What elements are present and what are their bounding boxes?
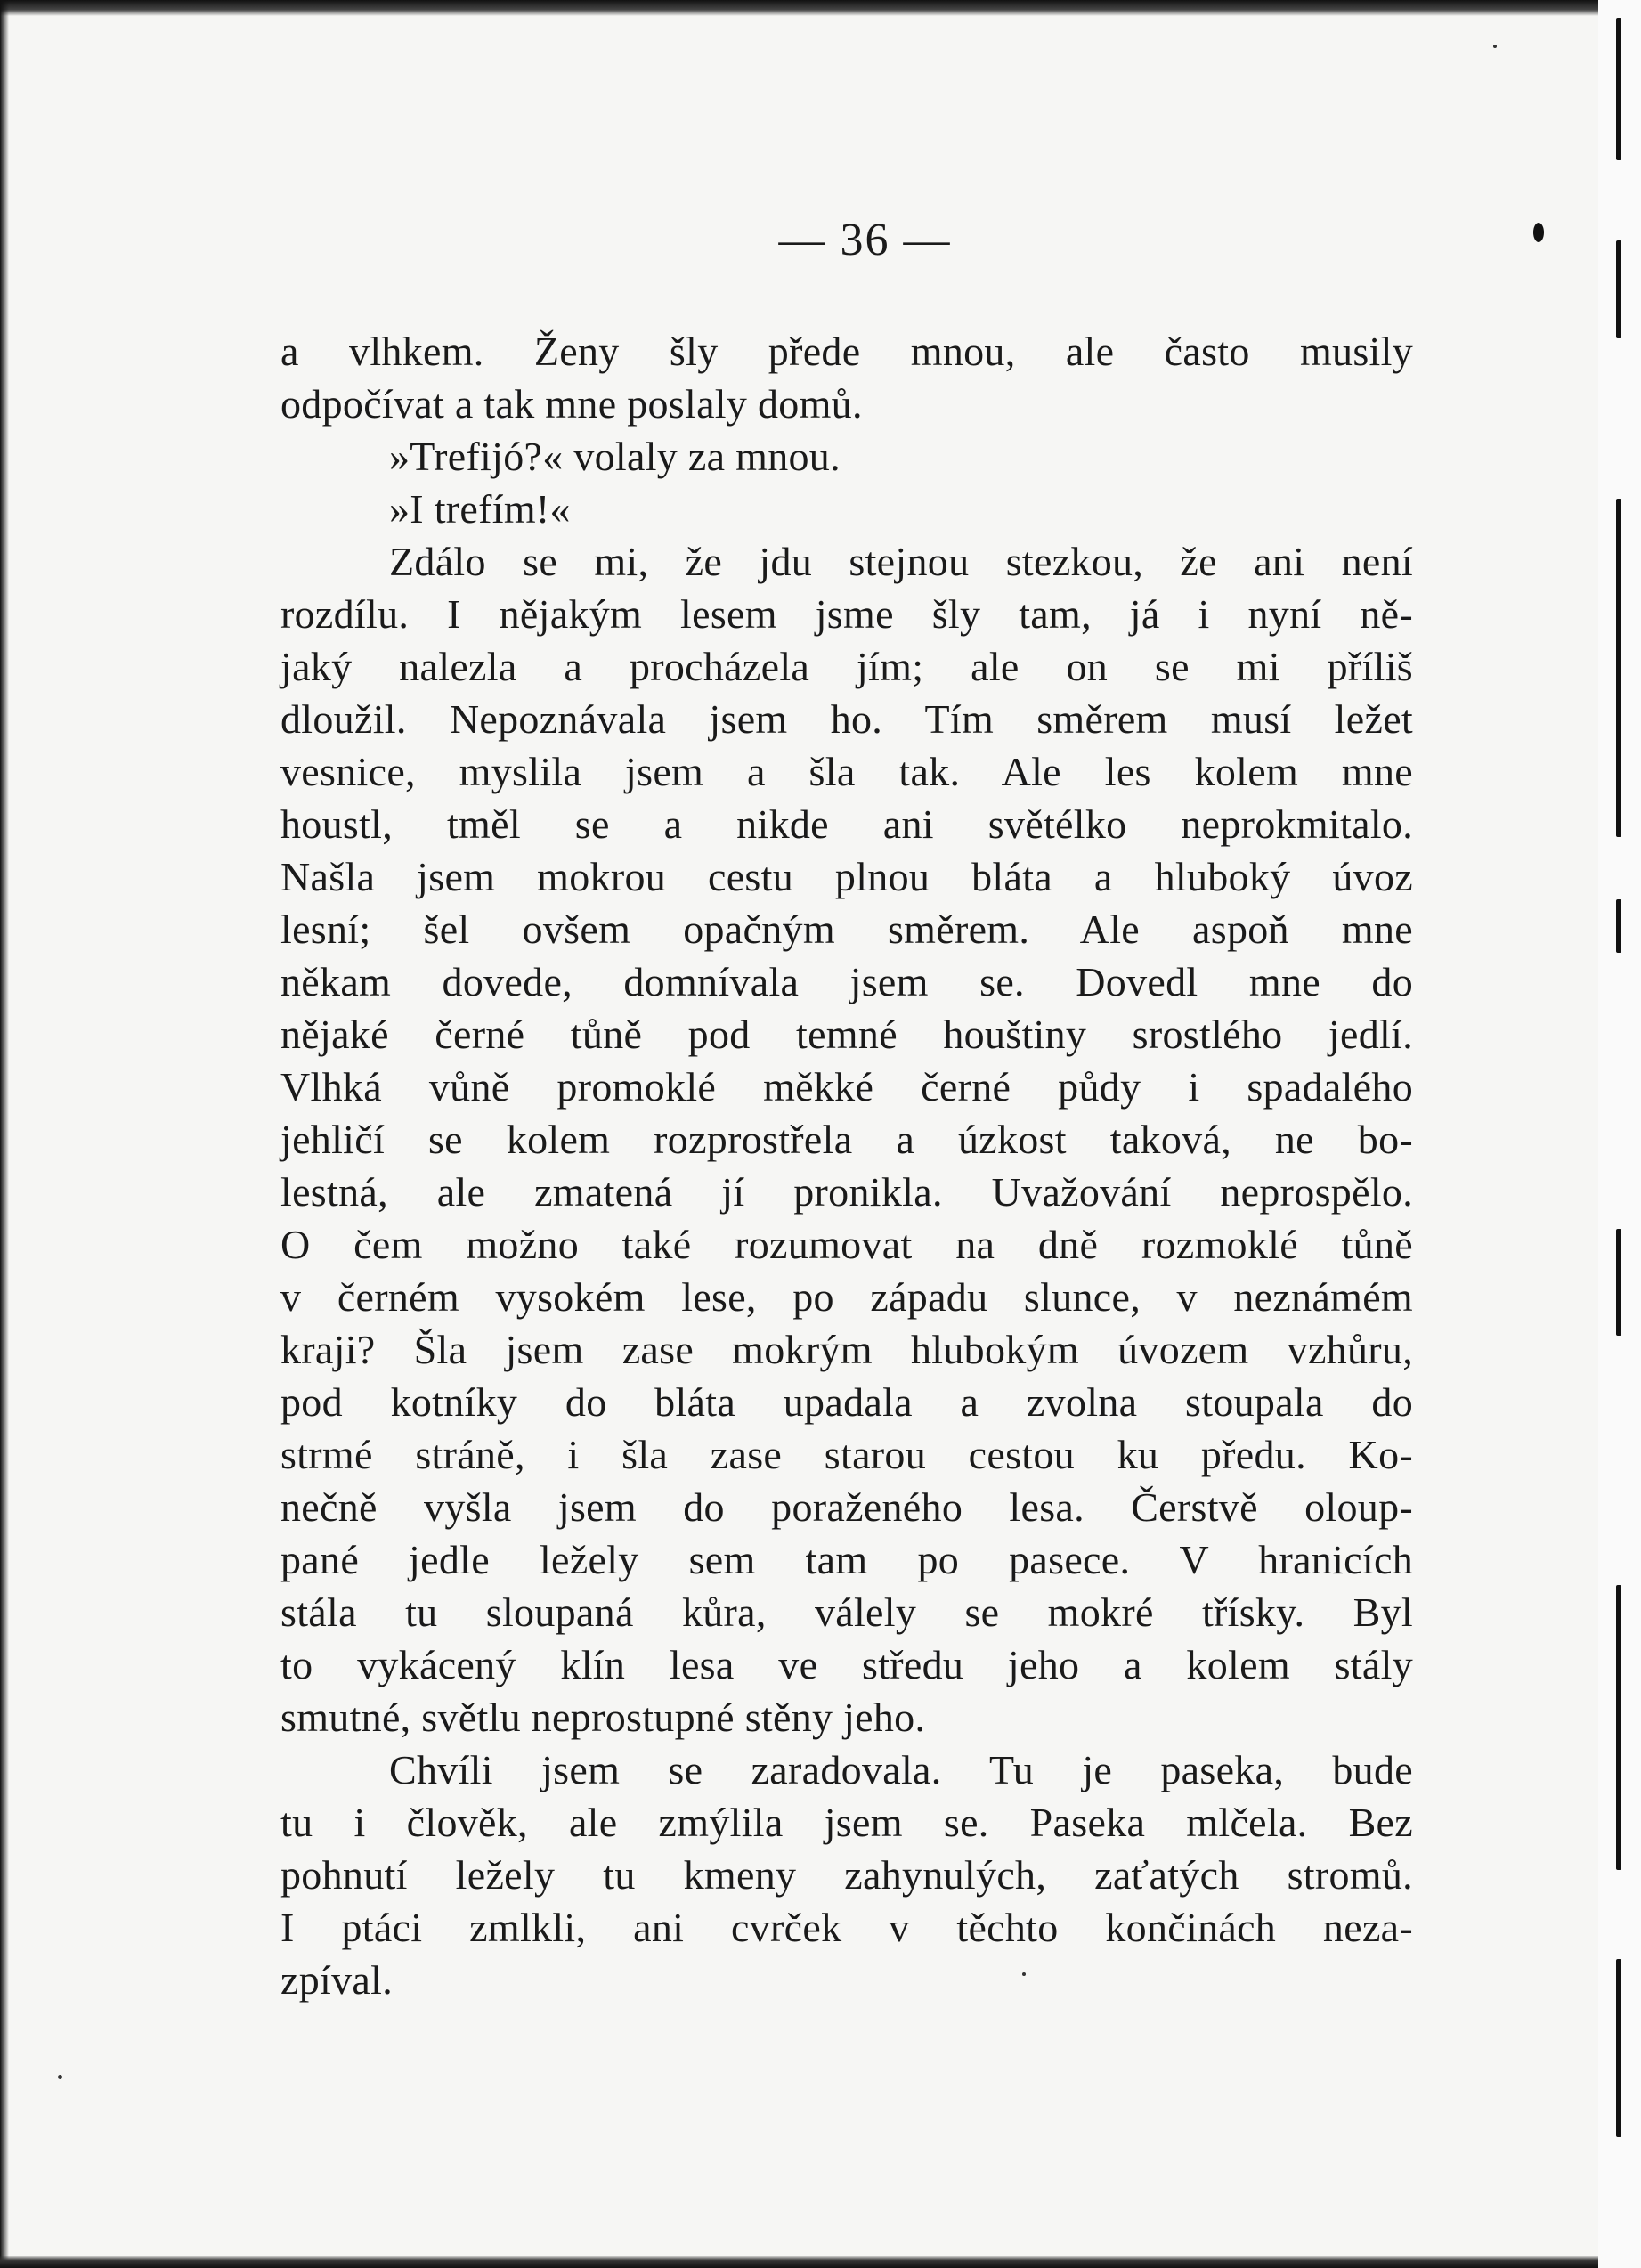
text-line: smutné, světlu neprostupné stěny jeho. <box>280 1695 926 1740</box>
text-line: rozdílu. I nějakým lesem jsme šly tam, já i nyní ně- <box>280 591 1413 637</box>
text-line: O čem možno také rozumovat na dně rozmoklé tůně <box>280 1222 1413 1267</box>
text-line: »Trefijó?« volaly za mnou. <box>389 434 841 479</box>
binding-edge-mark <box>1616 499 1621 837</box>
binding-edge-mark <box>1616 18 1621 160</box>
text-line: lestná, ale zmatená jí pronikla. Uvažování neprospělo. <box>280 1169 1413 1215</box>
text-line: stála tu sloupaná kůra, válely se mokré třísky. Byl <box>280 1589 1413 1635</box>
scan-page-edge <box>1598 0 1641 2268</box>
text-line: pané jedle ležely sem tam po pasece. V hranicích <box>280 1537 1413 1582</box>
text-line: odpočívat a tak mne poslaly domů. <box>280 381 863 427</box>
text-line: strmé stráně, i šla zase starou cestou ku předu. Ko- <box>280 1432 1413 1477</box>
text-line: v černém vysokém lese, po západu slunce, v neznámém <box>280 1274 1413 1320</box>
text-line: tu i člověk, ale zmýlila jsem se. Paseka mlčela. Bez <box>280 1800 1413 1845</box>
text-line: nečně vyšla jsem do poraženého lesa. Čerstvě oloup- <box>280 1484 1413 1530</box>
binding-edge-mark <box>1616 1229 1621 1336</box>
body-text <box>280 325 1413 2006</box>
margin-speck <box>58 2075 62 2079</box>
binding-edge-mark <box>1616 1959 1621 2137</box>
binding-edge-mark <box>1616 899 1621 953</box>
text-line: nějaké černé tůně pod temné houštiny srostlého jedlí. <box>280 1012 1413 1057</box>
text-line: Zdálo se mi, že jdu stejnou stezkou, že ani není <box>389 539 1413 584</box>
text-line: kraji? Šla jsem zase mokrým hlubokým úvozem vzhůru, <box>280 1327 1413 1372</box>
text-line: houstl, tměl se a nikde ani světélko neprokmitalo. <box>280 801 1413 847</box>
text-line: jehličí se kolem rozprostřela a úzkost taková, ne bo- <box>280 1117 1413 1162</box>
text-line: pod kotníky do bláta upadala a zvolna stoupala do <box>280 1379 1413 1425</box>
text-line: a vlhkem. Ženy šly přede mnou, ale často musily <box>280 329 1413 374</box>
text-line: dloužil. Nepoznávala jsem ho. Tím směrem musí ležet <box>280 696 1413 742</box>
page-number: — 36 — <box>778 215 952 265</box>
text-line: to vykácený klín lesa ve středu jeho a kolem stály <box>280 1642 1413 1687</box>
text-line: »I trefím!« <box>389 486 571 532</box>
scan-border-bottom <box>0 2256 1641 2268</box>
scan-border-left <box>0 0 9 2268</box>
text-line: lesní; šel ovšem opačným směrem. Ale aspoň mne <box>280 906 1413 952</box>
text-line: Vlhká vůně promoklé měkké černé půdy i spadalého <box>280 1064 1413 1110</box>
text-line: jaký nalezla a procházela jím; ale on se mi příliš <box>280 644 1413 689</box>
text-line: pohnutí ležely tu kmeny zahynulých, zaťatých stromů. <box>280 1852 1413 1898</box>
scan-border-top <box>0 0 1641 16</box>
text-line: zpíval. <box>280 1957 393 2003</box>
text-line: Našla jsem mokrou cestu plnou bláta a hluboký úvoz <box>280 854 1413 899</box>
text-line: vesnice, myslila jsem a šla tak. Ale les kolem mne <box>280 749 1413 794</box>
text-line: I ptáci zmlkli, ani cvrček v těchto končinách neza- <box>280 1905 1413 1950</box>
margin-speck <box>1493 45 1497 48</box>
binding-edge-mark <box>1616 1585 1621 1870</box>
text-line: někam dovede, domnívala jsem se. Dovedl mne do <box>280 959 1413 1004</box>
text-line: Chvíli jsem se zaradovala. Tu je paseka, bude <box>389 1747 1413 1792</box>
